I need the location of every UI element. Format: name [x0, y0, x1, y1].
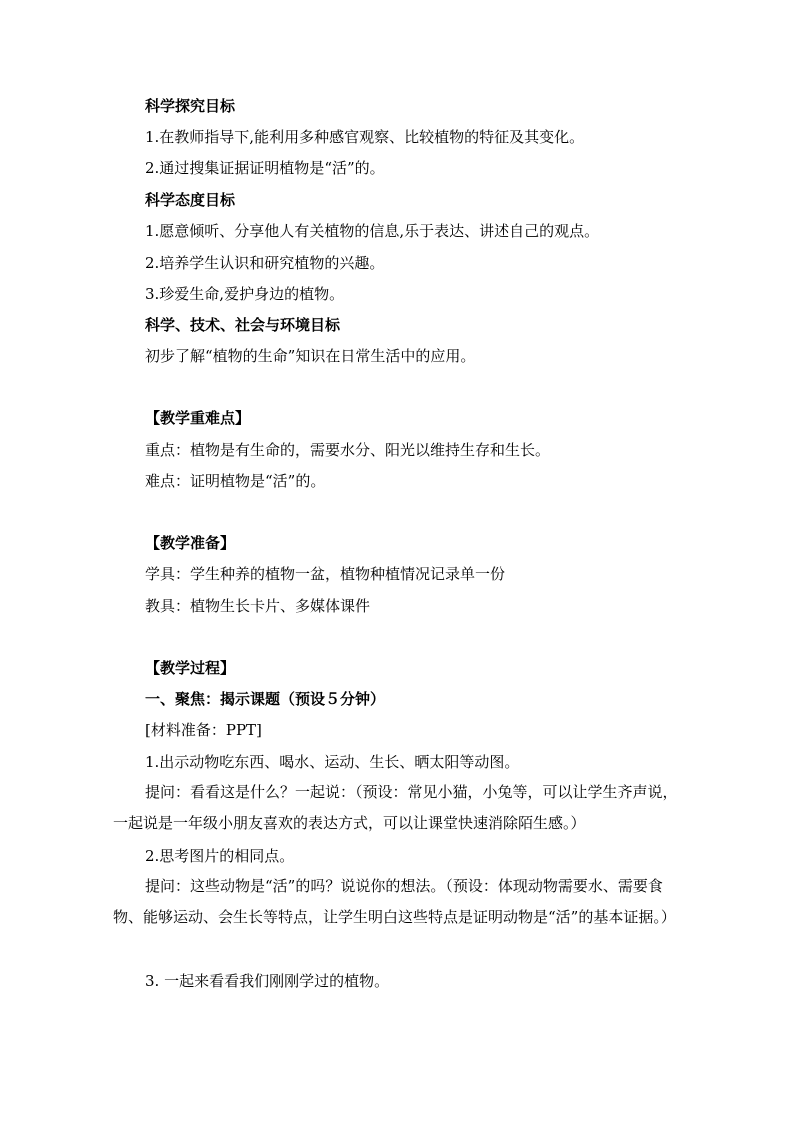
- stse-text: 初步了解“植物的生命”知识在日常生活中的应用。: [145, 347, 476, 365]
- question-2-paragraph: 提问：这些动物是“活”的吗？说说你的想法。（预设：体现动物需要水、需要食物、能够运动、会生长等特点，让学生明白这些特点是证明动物是“活”的基本证据。）: [113, 877, 676, 926]
- teacher-materials-text: 教具：植物生长卡片、多媒体课件: [145, 597, 371, 615]
- science-inquiry-item-1: 1.在教师指导下,能利用多种感官观察、比较植物的特征及其变化。: [145, 128, 585, 146]
- stse-heading: 科学、技术、社会与环境目标: [145, 316, 341, 334]
- student-materials-text: 学具：学生种养的植物一盆，植物种植情况记录单一份: [145, 565, 506, 583]
- step1-heading: 一、聚焦：揭示课题（预设５分钟）: [145, 690, 386, 708]
- process-item-2: 2.思考图片的相同点。: [145, 847, 295, 865]
- process-item-3: 3. 一起来看看我们刚刚学过的植物。: [145, 972, 390, 990]
- key-point-text: 重点：植物是有生命的，需要水分、阳光以维持生存和生长。: [145, 441, 551, 459]
- question-1-paragraph: 提问：看看这是什么？一起说：（预设：常见小猫，小兔等，可以让学生齐声说，一起说是一年级小朋友喜欢的表达方式，可以让课堂快速消除陌生感。）: [113, 783, 678, 832]
- materials-note: [材料准备：PPT]: [145, 721, 262, 739]
- difficult-point-text: 难点：证明植物是“活”的。: [145, 472, 326, 490]
- science-attitude-heading: 科学态度目标: [145, 191, 236, 209]
- science-attitude-item-2: 2.培养学生认识和研究植物的兴趣。: [145, 254, 385, 272]
- process-heading: 【教学过程】: [145, 659, 236, 677]
- key-points-heading: 【教学重难点】: [145, 409, 251, 427]
- preparation-heading: 【教学准备】: [145, 534, 236, 552]
- science-attitude-item-1: 1.愿意倾听、分享他人有关植物的信息,乐于表达、讲述自己的观点。: [145, 222, 600, 240]
- science-attitude-item-3: 3.珍爱生命,爱护身边的植物。: [145, 285, 345, 303]
- science-inquiry-item-2: 2.通过搜集证据证明植物是“活”的。: [145, 159, 385, 177]
- process-item-1: 1.出示动物吃东西、喝水、运动、生长、晒太阳等动图。: [145, 753, 520, 771]
- science-inquiry-heading: 科学探究目标: [145, 97, 236, 115]
